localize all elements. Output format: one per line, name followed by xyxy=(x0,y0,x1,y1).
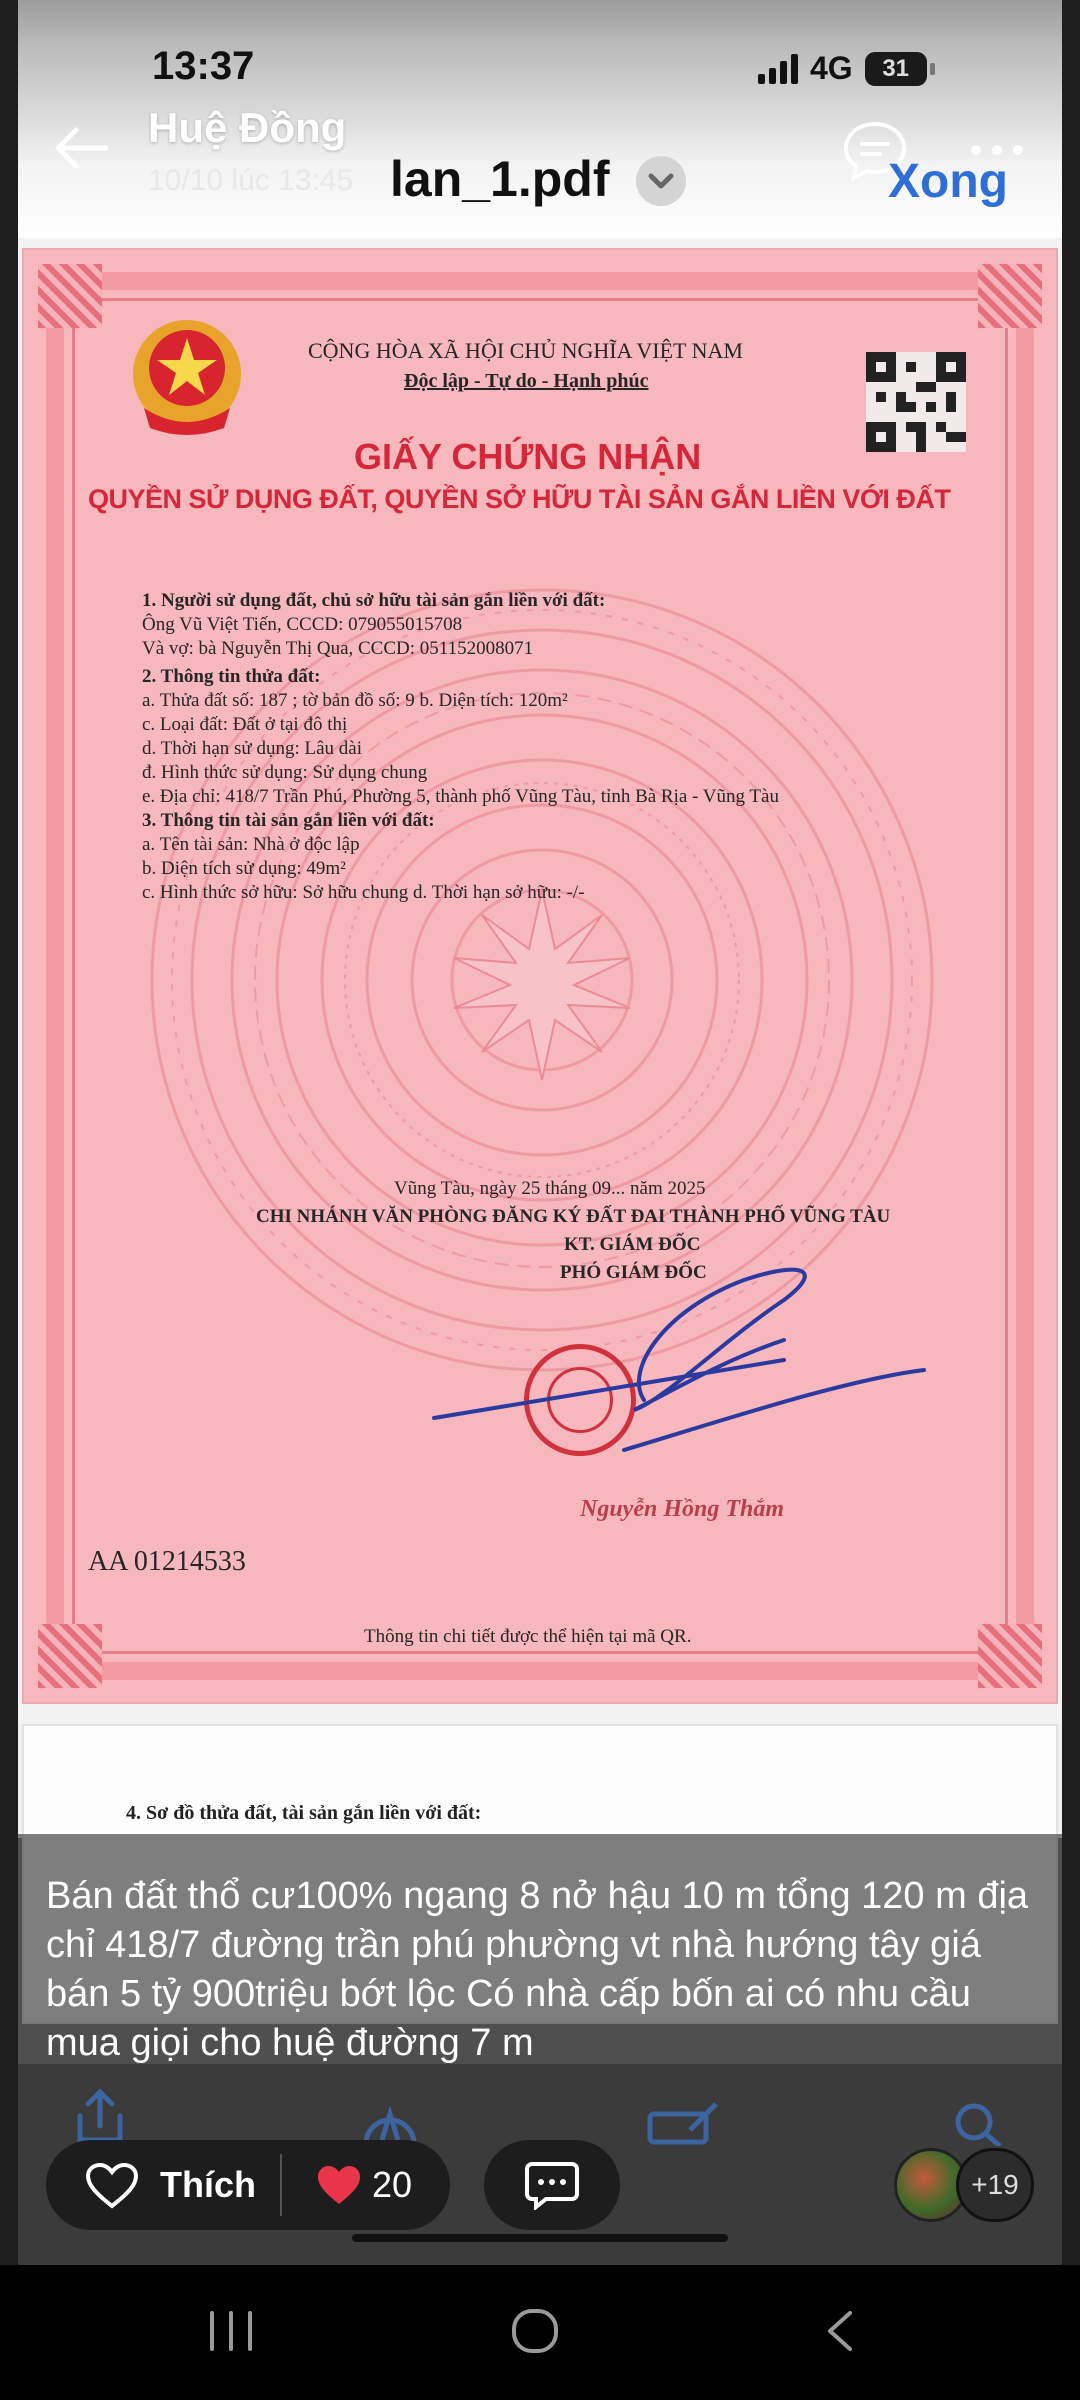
land-certificate-page xyxy=(22,248,1058,1704)
serial-number: AA 01214533 xyxy=(88,1546,246,1577)
backdrop-left xyxy=(0,0,18,2265)
certificate-subtitle: QUYỀN SỬ DỤNG ĐẤT, QUYỀN SỞ HỮU TÀI SẢN GẮN LIỀN VỚI ĐẤT xyxy=(88,484,951,514)
like-pill xyxy=(46,2140,450,2230)
heart-reaction-icon[interactable] xyxy=(316,2164,362,2206)
qr-note: Thông tin chi tiết được thể hiện tại mã QR. xyxy=(364,1626,692,1647)
back-arrow-icon[interactable] xyxy=(52,126,108,170)
edit-icon[interactable] xyxy=(646,2100,722,2146)
cert-line: d. Thời hạn sử dụng: Lâu dài xyxy=(142,738,362,759)
cert-line: Và vợ: bà Nguyễn Thị Qua, CCCD: 051152008071 xyxy=(142,638,534,659)
like-button[interactable]: Thích xyxy=(160,2164,256,2205)
kt-director: KT. GIÁM ĐỐC xyxy=(564,1234,701,1255)
certificate-title: GIẤY CHỨNG NHẬN xyxy=(354,436,702,477)
cert-line: Ông Vũ Việt Tiến, CCCD: 079055015708 xyxy=(142,614,463,635)
cert-line: 1. Người sử dụng đất, chủ sở hữu tài sản gắn liền với đất: xyxy=(142,590,606,611)
cert-line: đ. Hình thức sử dụng: Sử dụng chung xyxy=(142,762,428,783)
backdrop-right xyxy=(1062,0,1080,2265)
comment-icon xyxy=(524,2160,580,2210)
signer-name: Nguyễn Hồng Thắm xyxy=(580,1496,785,1522)
more-viewers-badge[interactable]: +19 xyxy=(956,2148,1034,2222)
comment-button[interactable] xyxy=(484,2140,620,2230)
home-indicator xyxy=(352,2234,728,2242)
caption-overlay[interactable] xyxy=(18,1834,1062,2064)
reaction-count[interactable]: 20 xyxy=(372,2164,413,2205)
cert-line: b. Diện tích sử dụng: 49m² xyxy=(142,858,346,879)
home-icon[interactable] xyxy=(510,2309,560,2353)
national-motto: Độc lập - Tự do - Hạnh phúc xyxy=(404,370,649,392)
cert-line: c. Loại đất: Đất ở tại đô thị xyxy=(142,714,348,735)
status-indicators xyxy=(758,50,927,87)
sent-time: 10/10 lúc 13:45 xyxy=(148,164,354,197)
battery-icon xyxy=(865,52,927,86)
cert-line: a. Thửa đất số: 187 ; tờ bản đồ số: 9 b. Diện tích: 120m² xyxy=(142,690,568,711)
file-name[interactable]: lan_1.pdf xyxy=(390,151,610,207)
issue-date: Vũng Tàu, ngày 25 tháng 09... năm 2025 xyxy=(394,1178,706,1199)
network-type: 4G xyxy=(810,50,853,86)
country-name: CỘNG HÒA XÃ HỘI CHỦ NGHĨA VIỆT NAM xyxy=(308,338,743,363)
deputy-director: PHÓ GIÁM ĐỐC xyxy=(560,1262,707,1283)
sender-name: Huệ Đồng xyxy=(148,104,347,151)
chevron-down-icon xyxy=(636,156,686,206)
share-icon[interactable] xyxy=(70,2086,130,2146)
post-caption: Bán đất thổ cư100% ngang 8 nở hậu 10 m tổng 120 m địa chỉ 418/7 đường trần phú phường vt nhà hướng tây giá bán 5 tỷ 900triệu bớt lộc Có nhà cấp bốn ai có nhu cầu mua giọi cho huệ đường 7 m xyxy=(46,1875,1029,2064)
issuing-office: CHI NHÁNH VĂN PHÒNG ĐĂNG KÝ ĐẤT ĐAI THÀNH PHỐ VŨNG TÀU xyxy=(256,1206,891,1227)
cert-line: 3. Thông tin tài sản gắn liền với đất: xyxy=(142,810,435,831)
pill-divider xyxy=(280,2154,282,2216)
cert-line: e. Địa chỉ: 418/7 Trần Phú, Phường 5, thành phố Vũng Tàu, tỉnh Bà Rịa - Vũng Tàu xyxy=(142,786,779,807)
signal-icon xyxy=(758,54,798,84)
battery-level: 31 xyxy=(882,54,910,82)
android-nav-bar xyxy=(0,2265,1080,2400)
status-time: 13:37 xyxy=(152,44,255,88)
cert-line: 2. Thông tin thửa đất: xyxy=(142,666,321,687)
done-button[interactable]: Xong xyxy=(888,155,1008,208)
nav-back-icon[interactable] xyxy=(820,2309,860,2353)
recent-apps-icon[interactable] xyxy=(206,2309,256,2353)
cert-line: a. Tên tài sản: Nhà ở độc lập xyxy=(142,834,360,855)
page2-title: 4. Sơ đồ thửa đất, tài sản gắn liền với đất: xyxy=(126,1802,482,1824)
signature-icon xyxy=(24,250,1058,1704)
heart-outline-icon[interactable] xyxy=(84,2162,140,2210)
cert-line: c. Hình thức sở hữu: Sở hữu chung d. Thời hạn sở hữu: -/- xyxy=(142,882,585,903)
file-dropdown-button[interactable] xyxy=(636,156,686,206)
search-icon[interactable] xyxy=(952,2100,1008,2146)
